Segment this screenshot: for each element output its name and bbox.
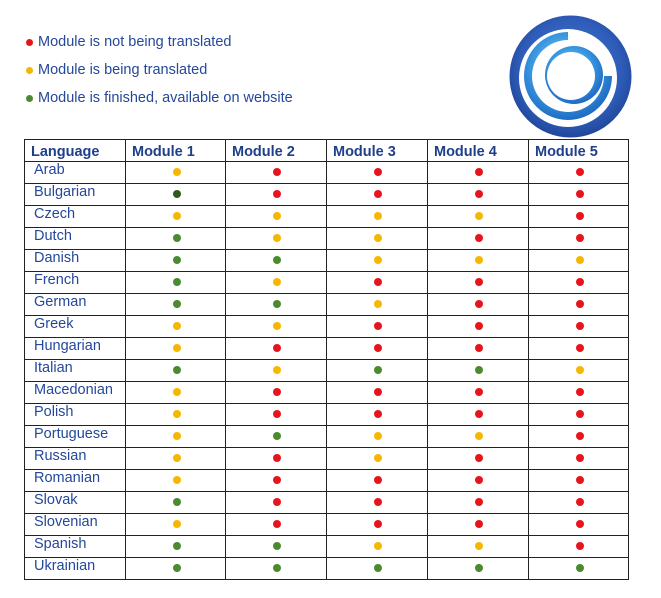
red-status-dot-icon	[475, 410, 483, 418]
module-status-cell	[327, 514, 428, 536]
module-status-cell	[126, 382, 226, 404]
green-status-dot-icon	[173, 366, 181, 374]
table-header-row	[25, 140, 629, 162]
module-status-cell	[327, 272, 428, 294]
column-header-module-3: Module 3	[327, 140, 428, 162]
yellow-status-dot-icon	[173, 322, 181, 330]
legend-label: Module is finished, available on website	[38, 90, 293, 106]
module-status-cell	[327, 316, 428, 338]
yellow-status-dot-icon	[475, 256, 483, 264]
red-status-dot-icon	[576, 234, 584, 242]
table-row	[25, 162, 629, 184]
red-status-dot-icon	[374, 322, 382, 330]
green-status-dot-icon	[173, 498, 181, 506]
red-status-dot-icon	[475, 168, 483, 176]
module-status-cell	[327, 360, 428, 382]
language-cell: Slovak	[25, 492, 126, 514]
red-status-dot-icon	[475, 234, 483, 242]
table-row	[25, 184, 629, 206]
column-header-language: Language	[25, 140, 126, 162]
module-status-cell	[428, 404, 529, 426]
module-status-cell	[126, 206, 226, 228]
module-status-cell	[226, 514, 327, 536]
green-status-dot-icon	[273, 256, 281, 264]
yellow-status-dot-icon	[273, 234, 281, 242]
module-status-cell	[529, 514, 629, 536]
module-status-cell	[327, 206, 428, 228]
module-status-cell	[226, 470, 327, 492]
green-dot-icon	[26, 95, 33, 102]
module-status-cell	[428, 316, 529, 338]
red-status-dot-icon	[374, 410, 382, 418]
module-status-cell	[428, 448, 529, 470]
red-status-dot-icon	[273, 498, 281, 506]
column-header-module-2: Module 2	[226, 140, 327, 162]
table-row	[25, 206, 629, 228]
translation-status-table	[24, 139, 629, 580]
module-status-cell	[529, 448, 629, 470]
module-status-cell	[428, 536, 529, 558]
green-status-dot-icon	[273, 432, 281, 440]
module-status-cell	[428, 272, 529, 294]
column-header-module-4: Module 4	[428, 140, 529, 162]
legend	[26, 28, 293, 112]
module-status-cell	[226, 228, 327, 250]
red-status-dot-icon	[273, 520, 281, 528]
module-status-cell	[226, 426, 327, 448]
red-status-dot-icon	[576, 300, 584, 308]
module-status-cell	[529, 536, 629, 558]
module-status-cell	[327, 426, 428, 448]
red-status-dot-icon	[273, 454, 281, 462]
language-cell: Greek	[25, 316, 126, 338]
language-cell: Danish	[25, 250, 126, 272]
language-cell: Russian	[25, 448, 126, 470]
legend-item-not-translated	[26, 28, 293, 56]
module-status-cell	[327, 536, 428, 558]
module-status-cell	[327, 492, 428, 514]
green-status-dot-icon	[173, 278, 181, 286]
module-status-cell	[327, 382, 428, 404]
language-cell: Dutch	[25, 228, 126, 250]
module-status-cell	[428, 382, 529, 404]
module-status-cell	[226, 536, 327, 558]
module-status-cell	[529, 272, 629, 294]
language-cell: Romanian	[25, 470, 126, 492]
table-row	[25, 360, 629, 382]
green-status-dot-icon	[374, 564, 382, 572]
module-status-cell	[126, 470, 226, 492]
red-status-dot-icon	[374, 476, 382, 484]
table-row	[25, 316, 629, 338]
yellow-status-dot-icon	[273, 366, 281, 374]
module-status-cell	[126, 316, 226, 338]
green-status-dot-icon	[273, 564, 281, 572]
column-header-module-5: Module 5	[529, 140, 629, 162]
table-row	[25, 470, 629, 492]
module-status-cell	[126, 536, 226, 558]
module-status-cell	[327, 184, 428, 206]
language-cell: Slovenian	[25, 514, 126, 536]
module-status-cell	[126, 294, 226, 316]
module-status-cell	[529, 294, 629, 316]
module-status-cell	[529, 206, 629, 228]
green-status-dot-icon	[173, 234, 181, 242]
module-status-cell	[327, 228, 428, 250]
module-status-cell	[226, 316, 327, 338]
language-cell: French	[25, 272, 126, 294]
red-status-dot-icon	[374, 190, 382, 198]
legend-label: Module is being translated	[38, 62, 208, 78]
language-cell: Italian	[25, 360, 126, 382]
module-status-cell	[126, 162, 226, 184]
module-status-cell	[428, 184, 529, 206]
yellow-status-dot-icon	[273, 322, 281, 330]
green-status-dot-icon	[173, 300, 181, 308]
table-row	[25, 514, 629, 536]
red-status-dot-icon	[576, 168, 584, 176]
module-status-cell	[226, 272, 327, 294]
module-status-cell	[529, 492, 629, 514]
module-status-cell	[428, 338, 529, 360]
red-status-dot-icon	[576, 190, 584, 198]
yellow-status-dot-icon	[374, 432, 382, 440]
green-status-dot-icon	[475, 564, 483, 572]
red-status-dot-icon	[374, 344, 382, 352]
yellow-status-dot-icon	[173, 168, 181, 176]
red-status-dot-icon	[475, 322, 483, 330]
language-cell: Ukrainian	[25, 558, 126, 580]
yellow-status-dot-icon	[173, 454, 181, 462]
module-status-cell	[428, 206, 529, 228]
red-status-dot-icon	[576, 388, 584, 396]
table-row	[25, 448, 629, 470]
yellow-status-dot-icon	[475, 432, 483, 440]
table-row	[25, 558, 629, 580]
module-status-cell	[226, 448, 327, 470]
red-status-dot-icon	[273, 344, 281, 352]
yellow-status-dot-icon	[173, 344, 181, 352]
red-status-dot-icon	[374, 520, 382, 528]
red-status-dot-icon	[475, 300, 483, 308]
module-status-cell	[327, 338, 428, 360]
red-status-dot-icon	[273, 168, 281, 176]
module-status-cell	[428, 250, 529, 272]
module-status-cell	[226, 360, 327, 382]
module-status-cell	[529, 360, 629, 382]
module-status-cell	[226, 206, 327, 228]
table-row	[25, 536, 629, 558]
red-status-dot-icon	[374, 388, 382, 396]
language-cell: Macedonian	[25, 382, 126, 404]
green-status-dot-icon	[475, 366, 483, 374]
module-status-cell	[327, 448, 428, 470]
red-status-dot-icon	[273, 476, 281, 484]
red-status-dot-icon	[475, 498, 483, 506]
yellow-status-dot-icon	[173, 476, 181, 484]
red-status-dot-icon	[475, 454, 483, 462]
yellow-status-dot-icon	[374, 542, 382, 550]
module-status-cell	[428, 426, 529, 448]
red-status-dot-icon	[576, 322, 584, 330]
module-status-cell	[529, 382, 629, 404]
module-status-cell	[327, 558, 428, 580]
red-status-dot-icon	[273, 190, 281, 198]
blue-ring-logo-icon	[508, 14, 633, 139]
red-dot-icon	[26, 39, 33, 46]
module-status-cell	[327, 250, 428, 272]
yellow-status-dot-icon	[374, 454, 382, 462]
yellow-status-dot-icon	[475, 542, 483, 550]
green-status-dot-icon	[273, 300, 281, 308]
module-status-cell	[529, 162, 629, 184]
module-status-cell	[126, 272, 226, 294]
red-status-dot-icon	[576, 344, 584, 352]
green-status-dot-icon	[374, 366, 382, 374]
yellow-status-dot-icon	[576, 366, 584, 374]
table-row	[25, 294, 629, 316]
module-status-cell	[428, 162, 529, 184]
dark-green-status-dot-icon	[173, 190, 181, 198]
table-row	[25, 404, 629, 426]
table-row	[25, 228, 629, 250]
module-status-cell	[126, 514, 226, 536]
module-status-cell	[529, 426, 629, 448]
module-status-cell	[126, 228, 226, 250]
red-status-dot-icon	[576, 212, 584, 220]
module-status-cell	[428, 558, 529, 580]
red-status-dot-icon	[475, 190, 483, 198]
module-status-cell	[529, 470, 629, 492]
green-status-dot-icon	[576, 564, 584, 572]
red-status-dot-icon	[273, 410, 281, 418]
yellow-status-dot-icon	[374, 256, 382, 264]
module-status-cell	[529, 184, 629, 206]
red-status-dot-icon	[374, 278, 382, 286]
green-status-dot-icon	[173, 256, 181, 264]
red-status-dot-icon	[374, 498, 382, 506]
legend-label: Module is not being translated	[38, 34, 232, 50]
module-status-cell	[226, 250, 327, 272]
table-row	[25, 272, 629, 294]
yellow-status-dot-icon	[475, 212, 483, 220]
red-status-dot-icon	[475, 278, 483, 286]
yellow-status-dot-icon	[173, 520, 181, 528]
module-status-cell	[529, 338, 629, 360]
yellow-status-dot-icon	[374, 234, 382, 242]
module-status-cell	[428, 294, 529, 316]
yellow-status-dot-icon	[374, 212, 382, 220]
language-cell: Hungarian	[25, 338, 126, 360]
module-status-cell	[126, 250, 226, 272]
yellow-status-dot-icon	[576, 256, 584, 264]
yellow-status-dot-icon	[273, 212, 281, 220]
module-status-cell	[126, 426, 226, 448]
red-status-dot-icon	[576, 278, 584, 286]
module-status-cell	[226, 404, 327, 426]
module-status-cell	[126, 448, 226, 470]
red-status-dot-icon	[576, 498, 584, 506]
yellow-dot-icon	[26, 67, 33, 74]
table-row	[25, 426, 629, 448]
module-status-cell	[226, 338, 327, 360]
red-status-dot-icon	[475, 388, 483, 396]
language-cell: Arab	[25, 162, 126, 184]
module-status-cell	[428, 492, 529, 514]
language-cell: Czech	[25, 206, 126, 228]
module-status-cell	[226, 558, 327, 580]
module-status-cell	[529, 228, 629, 250]
red-status-dot-icon	[576, 476, 584, 484]
yellow-status-dot-icon	[273, 278, 281, 286]
green-status-dot-icon	[173, 542, 181, 550]
module-status-cell	[327, 404, 428, 426]
module-status-cell	[226, 382, 327, 404]
red-status-dot-icon	[475, 344, 483, 352]
module-status-cell	[327, 294, 428, 316]
red-status-dot-icon	[576, 520, 584, 528]
module-status-cell	[428, 360, 529, 382]
column-header-module-1: Module 1	[126, 140, 226, 162]
table-row	[25, 382, 629, 404]
module-status-cell	[126, 558, 226, 580]
red-status-dot-icon	[475, 520, 483, 528]
module-status-cell	[126, 338, 226, 360]
module-status-cell	[327, 470, 428, 492]
yellow-status-dot-icon	[173, 410, 181, 418]
green-status-dot-icon	[273, 542, 281, 550]
red-status-dot-icon	[273, 388, 281, 396]
red-status-dot-icon	[576, 542, 584, 550]
red-status-dot-icon	[576, 454, 584, 462]
module-status-cell	[226, 162, 327, 184]
module-status-cell	[226, 492, 327, 514]
module-status-cell	[529, 316, 629, 338]
legend-item-finished	[26, 84, 293, 112]
module-status-cell	[428, 228, 529, 250]
red-status-dot-icon	[374, 168, 382, 176]
table-body	[25, 162, 629, 580]
red-status-dot-icon	[576, 410, 584, 418]
module-status-cell	[529, 404, 629, 426]
language-cell: German	[25, 294, 126, 316]
language-cell: Polish	[25, 404, 126, 426]
table-row	[25, 338, 629, 360]
yellow-status-dot-icon	[173, 388, 181, 396]
yellow-status-dot-icon	[374, 300, 382, 308]
red-status-dot-icon	[576, 432, 584, 440]
language-cell: Bulgarian	[25, 184, 126, 206]
module-status-cell	[126, 184, 226, 206]
table-row	[25, 250, 629, 272]
module-status-cell	[529, 558, 629, 580]
language-cell: Spanish	[25, 536, 126, 558]
module-status-cell	[428, 514, 529, 536]
legend-item-being-translated	[26, 56, 293, 84]
module-status-cell	[226, 184, 327, 206]
module-status-cell	[126, 404, 226, 426]
module-status-cell	[428, 470, 529, 492]
language-cell: Portuguese	[25, 426, 126, 448]
module-status-cell	[529, 250, 629, 272]
green-status-dot-icon	[173, 564, 181, 572]
red-status-dot-icon	[475, 476, 483, 484]
module-status-cell	[327, 162, 428, 184]
yellow-status-dot-icon	[173, 432, 181, 440]
yellow-status-dot-icon	[173, 212, 181, 220]
module-status-cell	[226, 294, 327, 316]
table-row	[25, 492, 629, 514]
module-status-cell	[126, 360, 226, 382]
module-status-cell	[126, 492, 226, 514]
